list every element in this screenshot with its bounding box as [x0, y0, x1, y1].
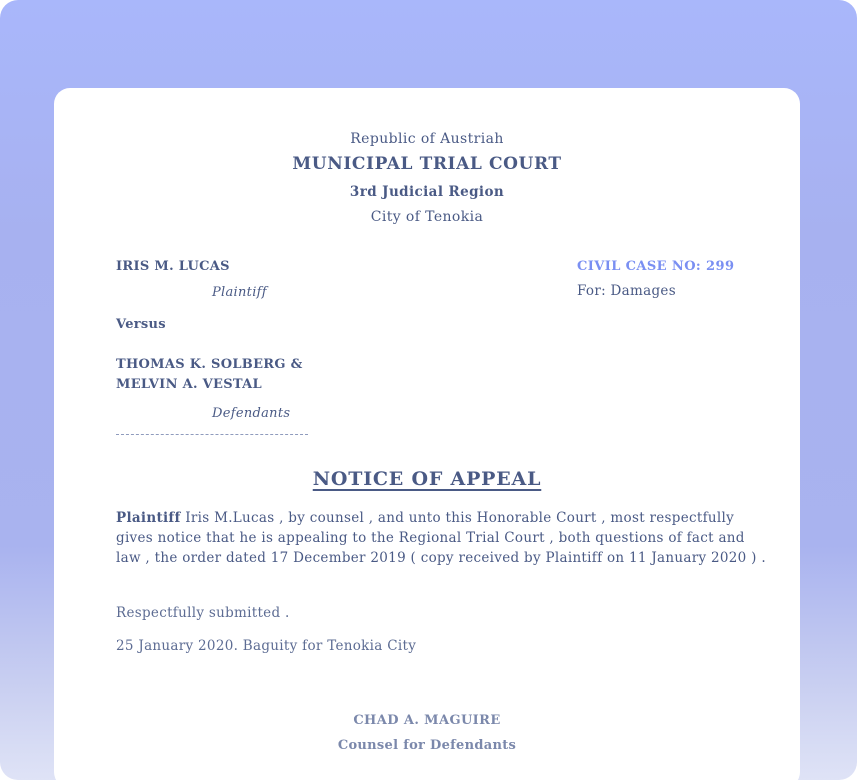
republic-line: Republic of Austriah	[350, 131, 504, 147]
defendant-name-1: THOMAS K. SOLBERG &	[116, 357, 303, 372]
defendants-label: Defendants	[212, 406, 291, 421]
judicial-region: 3rd Judicial Region	[349, 184, 505, 200]
respectfully-submitted: Respectfully submitted .	[116, 605, 290, 621]
city-line: City of Tenokia	[370, 209, 484, 225]
defendant-name-2: MELVIN A. VESTAL	[116, 377, 262, 392]
plaintiff-name: IRIS M. LUCAS	[116, 259, 230, 274]
plaintiff-label: Plaintiff	[212, 285, 267, 300]
notice-title	[54, 468, 800, 490]
notice-body	[116, 508, 766, 568]
court-name: MUNICIPAL TRIAL COURT	[292, 154, 562, 174]
caption-divider	[116, 434, 308, 435]
notice-title-text: NOTICE OF APPEAL	[312, 468, 542, 490]
document-page	[54, 88, 800, 780]
versus-label: Versus	[116, 317, 166, 332]
notice-body-text: Iris M.Lucas , by counsel , and unto this Honorable Court , most respectfully gives notice that he is appealing to the Regional Trial Court , both questions of fact and law , the order dated 17 December 2019 ( copy received by Plaintiff on 11 January 2020 ) .	[116, 510, 766, 566]
signatory-name: CHAD A. MAGUIRE	[353, 713, 501, 728]
notice-body-lead: Plaintiff	[116, 510, 181, 526]
signatory-role: Counsel for Defendants	[337, 738, 517, 753]
case-number: CIVIL CASE NO: 299	[577, 259, 735, 274]
date-place-line: 25 January 2020. Baguity for Tenokia City	[116, 638, 417, 654]
case-subject: For: Damages	[577, 283, 676, 299]
